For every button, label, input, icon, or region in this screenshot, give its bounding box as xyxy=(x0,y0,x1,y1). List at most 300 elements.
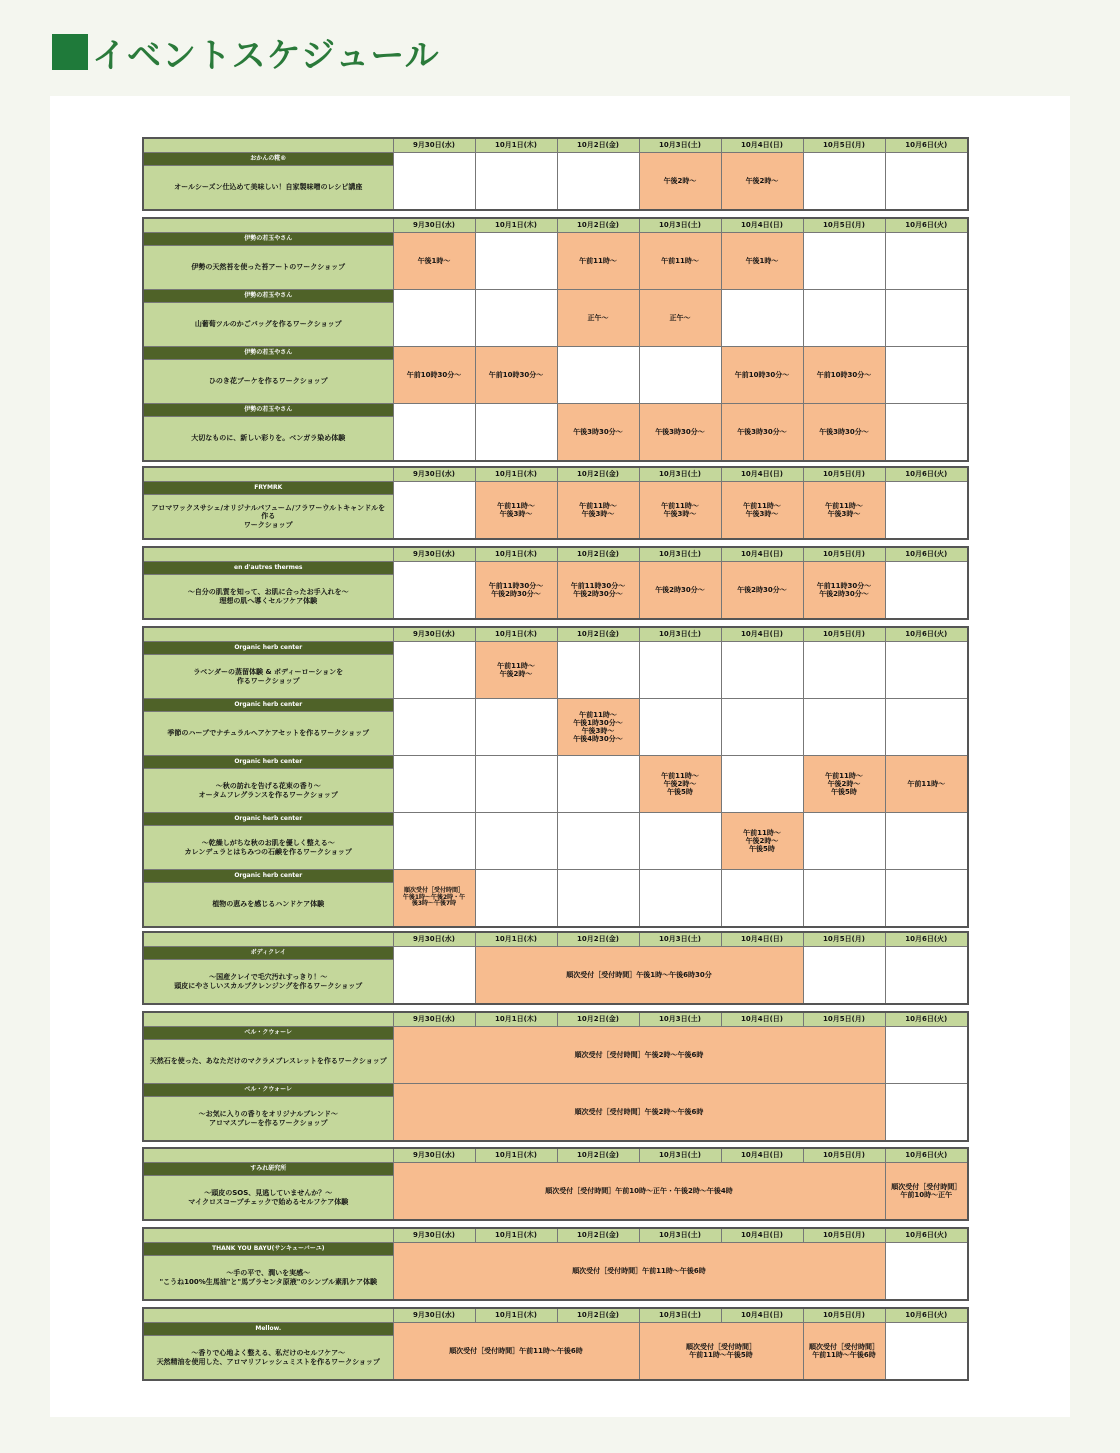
time-slot xyxy=(803,562,885,620)
empty-slot xyxy=(475,153,557,211)
date-header: 10月4日(日) xyxy=(721,547,803,562)
date-header: 10月3日(土) xyxy=(639,1148,721,1163)
date-header: 10月5日(月) xyxy=(803,1228,885,1243)
date-header: 9月30日(水) xyxy=(393,1012,475,1027)
date-header: 10月6日(火) xyxy=(885,138,968,153)
workshop-title-line: 季節のハーブでナチュラルヘアケアセットを作るワークショップ xyxy=(167,729,370,738)
time-slot xyxy=(885,756,968,813)
vendor-name: FRYMRK xyxy=(143,482,393,495)
event-row xyxy=(143,813,968,826)
header-corner xyxy=(143,932,393,947)
schedule-table xyxy=(142,1011,969,1142)
date-header: 10月3日(土) xyxy=(639,138,721,153)
date-header-row xyxy=(143,547,968,562)
time-slot-text: 午後3時〜 xyxy=(581,510,615,518)
date-header: 10月3日(土) xyxy=(639,1308,721,1323)
empty-slot xyxy=(639,870,721,928)
empty-slot xyxy=(475,290,557,347)
date-header: 10月1日(木) xyxy=(475,1148,557,1163)
workshop-title xyxy=(143,883,393,928)
time-slot xyxy=(557,233,639,290)
workshop-title-line: 〜頭皮のSOS、見逃していませんか？〜 xyxy=(204,1189,333,1198)
workshop-title-line: マイクロスコープチェックで始めるセルフケア体験 xyxy=(188,1197,349,1206)
workshop-title xyxy=(143,769,393,813)
event-row xyxy=(143,699,968,712)
time-slot xyxy=(639,233,721,290)
empty-slot xyxy=(557,642,639,699)
workshop-title xyxy=(143,303,393,347)
time-slot-text: 午後3時30分〜 xyxy=(737,427,787,436)
vendor-name: Organic herb center xyxy=(143,813,393,826)
workshop-title-line: ひのき花ブーケを作るワークショップ xyxy=(208,377,328,386)
time-slot-text: 午前11時〜 xyxy=(825,771,863,780)
workshop-title-line: 天然石を使った、あなただけのマクラメブレスレットを作るワークショップ xyxy=(149,1057,387,1066)
empty-slot xyxy=(721,642,803,699)
workshop-title-line: 〜自分の肌質を知って、お肌に合ったお手入れを〜 xyxy=(187,588,349,597)
schedule-block xyxy=(142,626,969,928)
time-slot xyxy=(557,404,639,462)
empty-slot xyxy=(475,233,557,290)
date-header: 10月6日(火) xyxy=(885,627,968,642)
time-slot-text: 午後2時〜 xyxy=(663,779,697,788)
workshop-title-line: ラベンダーの蒸留体験 & ボディーローションを xyxy=(193,668,344,677)
time-slot-text: 午後2時30分〜 xyxy=(819,590,869,598)
empty-slot xyxy=(721,699,803,756)
header-corner xyxy=(143,138,393,153)
time-slot xyxy=(639,562,721,620)
workshop-title-line: アロマスプレーを作るワークショップ xyxy=(208,1118,328,1127)
time-slot-text: 午前11時〜 xyxy=(907,779,946,788)
workshop-title xyxy=(143,495,393,540)
schedule-table xyxy=(142,217,969,462)
schedule-block xyxy=(142,1147,969,1221)
date-header: 10月3日(土) xyxy=(639,1012,721,1027)
time-slot-text: 午前11時〜 xyxy=(497,501,535,510)
time-slot-text: 午前10時30分〜 xyxy=(816,370,872,379)
time-slot-text: 順次受付［受付時間］午後1時〜午後6時30分 xyxy=(566,970,712,979)
event-row xyxy=(143,233,968,246)
empty-slot xyxy=(393,290,475,347)
empty-slot xyxy=(557,347,639,404)
empty-slot xyxy=(475,404,557,462)
time-slot-text: 午後3時〜 xyxy=(745,510,779,518)
date-header: 10月2日(金) xyxy=(557,1148,639,1163)
time-slot xyxy=(639,404,721,462)
time-slot xyxy=(639,290,721,347)
time-slot-text: 午後1時〜 xyxy=(417,256,451,265)
vendor-name: ベル・クウォーレ xyxy=(143,1027,393,1040)
date-header: 10月3日(土) xyxy=(639,547,721,562)
vendor-name: ボディクレイ xyxy=(143,947,393,960)
time-slot-text: 午後2時30分〜 xyxy=(737,585,787,594)
date-header: 10月2日(金) xyxy=(557,1228,639,1243)
schedule-block xyxy=(142,137,969,211)
empty-slot xyxy=(393,562,475,620)
time-slot-text: 午後5時 xyxy=(667,788,693,797)
workshop-title-line: カレンデュラとはちみつの石鹸を作るワークショップ xyxy=(184,847,352,856)
workshop-title-line: オールシーズン仕込めて美味しい！自家製味噌のレシピ講座 xyxy=(174,183,363,192)
date-header: 10月6日(火) xyxy=(885,467,968,482)
time-slot-text: 後3時〜午後7時 xyxy=(411,900,457,908)
time-slot-text: 午前10時30分〜 xyxy=(734,370,790,379)
time-slot-text: 午前11時〜 xyxy=(579,710,617,719)
date-header: 10月1日(木) xyxy=(475,218,557,233)
time-slot-text: 午後1時〜 xyxy=(745,256,779,265)
time-slot-text: 午後2時30分〜 xyxy=(573,590,623,598)
time-slot-text: 午前11時30分〜 xyxy=(570,581,626,590)
empty-slot xyxy=(393,153,475,211)
date-header-row xyxy=(143,1148,968,1163)
workshop-title xyxy=(143,360,393,404)
date-header: 9月30日(水) xyxy=(393,1308,475,1323)
time-slot xyxy=(393,1323,639,1381)
vendor-name: Organic herb center xyxy=(143,642,393,655)
header-corner xyxy=(143,547,393,562)
date-header: 10月1日(木) xyxy=(475,1012,557,1027)
time-slot-text: 午前11時〜 xyxy=(743,501,781,510)
event-row xyxy=(143,870,968,883)
time-slot xyxy=(721,482,803,540)
event-row xyxy=(143,347,968,360)
vendor-name: Organic herb center xyxy=(143,699,393,712)
date-header-row xyxy=(143,138,968,153)
workshop-title-line: 山葡萄ツルのかごバッグを作るワークショップ xyxy=(194,320,342,329)
empty-slot xyxy=(885,1243,968,1301)
workshop-title xyxy=(143,246,393,290)
date-header: 10月2日(金) xyxy=(557,138,639,153)
empty-slot xyxy=(393,404,475,462)
workshop-title-line: アロマワックスサシェ/オリジナルパフューム/フラワーウルトキャンドルを作る xyxy=(151,504,386,521)
date-header: 9月30日(水) xyxy=(393,467,475,482)
date-header-row xyxy=(143,1012,968,1027)
time-slot xyxy=(393,1084,885,1142)
time-slot-text: 午後2時30分〜 xyxy=(491,590,541,598)
workshop-title-line: 〜国産クレイで毛穴汚れすっきり！〜 xyxy=(209,973,328,982)
time-slot xyxy=(475,482,557,540)
time-slot xyxy=(803,347,885,404)
workshop-title xyxy=(143,575,393,620)
empty-slot xyxy=(885,1027,968,1084)
date-header-row xyxy=(143,218,968,233)
empty-slot xyxy=(803,870,885,928)
workshop-title-line: 理想の肌へ導くセルフケア体験 xyxy=(219,596,318,605)
date-header: 10月1日(木) xyxy=(475,1228,557,1243)
schedule-block xyxy=(142,1227,969,1301)
schedule-table xyxy=(142,1227,969,1301)
empty-slot xyxy=(393,699,475,756)
date-header: 10月1日(木) xyxy=(475,138,557,153)
empty-slot xyxy=(803,233,885,290)
workshop-title-line: 天然精油を使用した、アロマリフレッシュミストを作るワークショップ xyxy=(156,1357,380,1366)
date-header: 10月4日(日) xyxy=(721,467,803,482)
time-slot xyxy=(721,562,803,620)
time-slot xyxy=(393,1243,885,1301)
date-header: 10月4日(日) xyxy=(721,218,803,233)
schedule-table xyxy=(142,1147,969,1221)
date-header: 10月4日(日) xyxy=(721,1012,803,1027)
time-slot xyxy=(393,1163,885,1221)
date-header: 10月2日(金) xyxy=(557,547,639,562)
time-slot xyxy=(885,1163,968,1221)
empty-slot xyxy=(639,699,721,756)
time-slot-text: 午後2時〜 xyxy=(745,836,779,845)
vendor-name: Organic herb center xyxy=(143,756,393,769)
empty-slot xyxy=(393,642,475,699)
time-slot xyxy=(475,947,803,1005)
date-header-row xyxy=(143,467,968,482)
schedule-block xyxy=(142,466,969,540)
workshop-title xyxy=(143,1040,393,1084)
date-header: 9月30日(水) xyxy=(393,932,475,947)
time-slot xyxy=(721,233,803,290)
date-header: 10月1日(木) xyxy=(475,467,557,482)
date-header: 10月1日(木) xyxy=(475,1308,557,1323)
vendor-name: 伊勢の若玉やさん xyxy=(143,233,393,246)
time-slot xyxy=(639,756,721,813)
workshop-title-line: 〜秋の訪れを告げる花束の香り〜 xyxy=(215,782,321,791)
time-slot xyxy=(803,482,885,540)
date-header: 10月3日(土) xyxy=(639,467,721,482)
time-slot-text: 午後3時〜 xyxy=(663,510,697,518)
time-slot-text: 午前11時〜 xyxy=(497,661,535,670)
time-slot xyxy=(803,1323,885,1381)
empty-slot xyxy=(557,756,639,813)
header-corner xyxy=(143,218,393,233)
empty-slot xyxy=(475,813,557,870)
date-header: 10月6日(火) xyxy=(885,932,968,947)
time-slot-text: 午後2時〜 xyxy=(663,176,697,185)
time-slot xyxy=(721,813,803,870)
empty-slot xyxy=(803,290,885,347)
date-header: 9月30日(水) xyxy=(393,138,475,153)
page-title: イベントスケジュール xyxy=(92,35,440,76)
event-row xyxy=(143,562,968,575)
date-header: 10月4日(日) xyxy=(721,1148,803,1163)
workshop-title-line: 植物の恵みを感じるハンドケア体験 xyxy=(212,900,325,909)
empty-slot xyxy=(557,813,639,870)
date-header-row xyxy=(143,932,968,947)
vendor-name: THANK YOU BAYU(サンキューバーユ) xyxy=(143,1243,393,1256)
event-row xyxy=(143,642,968,655)
empty-slot xyxy=(885,153,968,211)
schedule-table xyxy=(142,626,969,928)
workshop-title-line: 〜香りで心地よく整える、私だけのセルフケア〜 xyxy=(191,1349,346,1358)
workshop-title-line: 〜乾燥しがちな秋のお肌を優しく整える〜 xyxy=(201,839,335,848)
workshop-title-line: "こうね100%生馬油"と"馬プラセンタ原液"のシンプル素肌ケア体験 xyxy=(159,1277,377,1286)
workshop-title-line: ワークショップ xyxy=(243,520,293,529)
time-slot-text: 午後5時 xyxy=(749,845,775,854)
empty-slot xyxy=(475,756,557,813)
time-slot xyxy=(475,562,557,620)
workshop-title xyxy=(143,1176,393,1221)
time-slot-text: 午後3時30分〜 xyxy=(655,427,705,436)
empty-slot xyxy=(639,813,721,870)
date-header: 10月2日(金) xyxy=(557,932,639,947)
empty-slot xyxy=(885,233,968,290)
schedule-table xyxy=(142,546,969,620)
time-slot-text: 午後3時30分〜 xyxy=(819,427,869,436)
date-header: 10月2日(金) xyxy=(557,1308,639,1323)
time-slot-text: 午前10時30分〜 xyxy=(488,370,544,379)
date-header-row xyxy=(143,1308,968,1323)
empty-slot xyxy=(885,947,968,1005)
vendor-name: Organic herb center xyxy=(143,870,393,883)
workshop-title-line: 作るワークショップ xyxy=(236,676,300,685)
date-header: 9月30日(水) xyxy=(393,547,475,562)
schedule-table xyxy=(142,931,969,1005)
time-slot xyxy=(721,404,803,462)
vendor-name: 伊勢の若玉やさん xyxy=(143,347,393,360)
time-slot-text: 午後5時 xyxy=(831,788,857,797)
event-row xyxy=(143,290,968,303)
time-slot-text: 午前11時〜午後5時 xyxy=(689,1351,753,1359)
date-header: 10月4日(日) xyxy=(721,138,803,153)
empty-slot xyxy=(803,153,885,211)
workshop-title-line: 頭皮にやさしいスカルプクレンジングを作るワークショップ xyxy=(174,981,363,990)
time-slot-text: 午前11時〜 xyxy=(661,501,699,510)
empty-slot xyxy=(639,347,721,404)
date-header: 10月3日(土) xyxy=(639,932,721,947)
workshop-title xyxy=(143,1336,393,1381)
event-row xyxy=(143,756,968,769)
date-header: 10月5日(月) xyxy=(803,218,885,233)
empty-slot xyxy=(885,482,968,540)
schedule-block xyxy=(142,1011,969,1142)
date-header: 9月30日(水) xyxy=(393,218,475,233)
time-slot-text: 午前11時〜 xyxy=(661,256,699,265)
time-slot-text: 午後2時〜 xyxy=(827,779,861,788)
workshop-title xyxy=(143,712,393,756)
date-header: 10月2日(金) xyxy=(557,1012,639,1027)
header-corner xyxy=(143,1228,393,1243)
time-slot-text: 順次受付［受付時間］ xyxy=(891,1182,962,1191)
header-corner xyxy=(143,627,393,642)
empty-slot xyxy=(393,813,475,870)
empty-slot xyxy=(885,290,968,347)
empty-slot xyxy=(475,699,557,756)
workshop-title-line: 〜手の平で、潤いを実感〜 xyxy=(226,1269,311,1278)
time-slot-text: 午後2時〜 xyxy=(745,176,779,185)
header-corner xyxy=(143,467,393,482)
event-row xyxy=(143,1084,968,1097)
empty-slot xyxy=(885,404,968,462)
schedule-block xyxy=(142,1307,969,1381)
event-row xyxy=(143,1243,968,1256)
date-header: 10月2日(金) xyxy=(557,218,639,233)
event-row xyxy=(143,153,968,166)
date-header: 10月6日(火) xyxy=(885,218,968,233)
empty-slot xyxy=(803,642,885,699)
date-header: 10月5日(月) xyxy=(803,138,885,153)
date-header: 9月30日(水) xyxy=(393,1228,475,1243)
time-slot-text: 午後2時30分〜 xyxy=(655,585,705,594)
date-header: 10月1日(木) xyxy=(475,547,557,562)
header-corner xyxy=(143,1308,393,1323)
workshop-title xyxy=(143,655,393,699)
empty-slot xyxy=(885,699,968,756)
date-header: 10月2日(金) xyxy=(557,627,639,642)
time-slot-text: 午後3時〜 xyxy=(499,510,533,518)
event-row xyxy=(143,1163,968,1176)
empty-slot xyxy=(803,947,885,1005)
vendor-name: Mellow. xyxy=(143,1323,393,1336)
time-slot xyxy=(639,482,721,540)
date-header: 10月5日(月) xyxy=(803,467,885,482)
empty-slot xyxy=(475,870,557,928)
time-slot-text: 順次受付［受付時間］ xyxy=(686,1342,756,1351)
date-header: 10月3日(土) xyxy=(639,218,721,233)
empty-slot xyxy=(639,642,721,699)
time-slot xyxy=(475,347,557,404)
empty-slot xyxy=(721,756,803,813)
empty-slot xyxy=(885,813,968,870)
time-slot xyxy=(639,1323,803,1381)
workshop-title-line: 大切なものに、新しい彩りを。ベンガラ染め体験 xyxy=(191,434,346,443)
time-slot-text: 午後1時30分〜 xyxy=(573,718,623,727)
time-slot-text: 午後2時〜 xyxy=(499,670,533,678)
time-slot xyxy=(557,290,639,347)
empty-slot xyxy=(721,870,803,928)
schedule-block xyxy=(142,217,969,462)
time-slot xyxy=(393,347,475,404)
empty-slot xyxy=(885,347,968,404)
time-slot xyxy=(639,153,721,211)
workshop-title xyxy=(143,417,393,462)
date-header-row xyxy=(143,1228,968,1243)
event-row xyxy=(143,1027,968,1040)
date-header: 10月5日(月) xyxy=(803,627,885,642)
date-header: 10月4日(日) xyxy=(721,1228,803,1243)
schedule-table xyxy=(142,137,969,211)
workshop-title xyxy=(143,960,393,1005)
time-slot-text: 午前10時〜正午 xyxy=(900,1191,953,1199)
time-slot-text: 午後3時30分〜 xyxy=(573,427,623,436)
empty-slot xyxy=(557,870,639,928)
date-header: 10月1日(木) xyxy=(475,627,557,642)
time-slot-text: 正午〜 xyxy=(669,313,691,322)
date-header: 10月5日(月) xyxy=(803,1012,885,1027)
time-slot-text: 順次受付［受付時間］ xyxy=(403,886,464,894)
time-slot-text: 午前11時〜 xyxy=(825,501,863,510)
date-header: 10月1日(木) xyxy=(475,932,557,947)
vendor-name: en d'autres thermes xyxy=(143,562,393,575)
time-slot-text: 午前11時30分〜 xyxy=(816,581,872,590)
vendor-name: 伊勢の若玉やさん xyxy=(143,290,393,303)
time-slot-text: 順次受付［受付時間］午前10時〜正午・午後2時〜午後4時 xyxy=(545,1186,733,1195)
workshop-title xyxy=(143,166,393,211)
date-header: 10月5日(月) xyxy=(803,547,885,562)
date-header: 10月5日(月) xyxy=(803,932,885,947)
time-slot-text: 午前11時〜 xyxy=(743,828,781,837)
empty-slot xyxy=(885,642,968,699)
time-slot xyxy=(803,756,885,813)
time-slot xyxy=(803,404,885,462)
time-slot-text: 午前10時30分〜 xyxy=(406,370,462,379)
time-slot xyxy=(721,153,803,211)
time-slot-text: 午後3時〜 xyxy=(581,727,615,735)
time-slot-text: 午後4時30分〜 xyxy=(573,735,623,744)
vendor-name: 伊勢の若玉やさん xyxy=(143,404,393,417)
schedule-table xyxy=(142,466,969,540)
schedule-block xyxy=(142,931,969,1005)
time-slot-text: 順次受付［受付時間］午後2時〜午後6時 xyxy=(574,1107,704,1116)
event-row xyxy=(143,482,968,495)
event-row xyxy=(143,947,968,960)
time-slot xyxy=(393,1027,885,1084)
vendor-name: おかんの糀® xyxy=(143,153,393,166)
workshop-title-line: 伊勢の天然苔を使った苔アートのワークショップ xyxy=(191,263,346,272)
empty-slot xyxy=(393,947,475,1005)
